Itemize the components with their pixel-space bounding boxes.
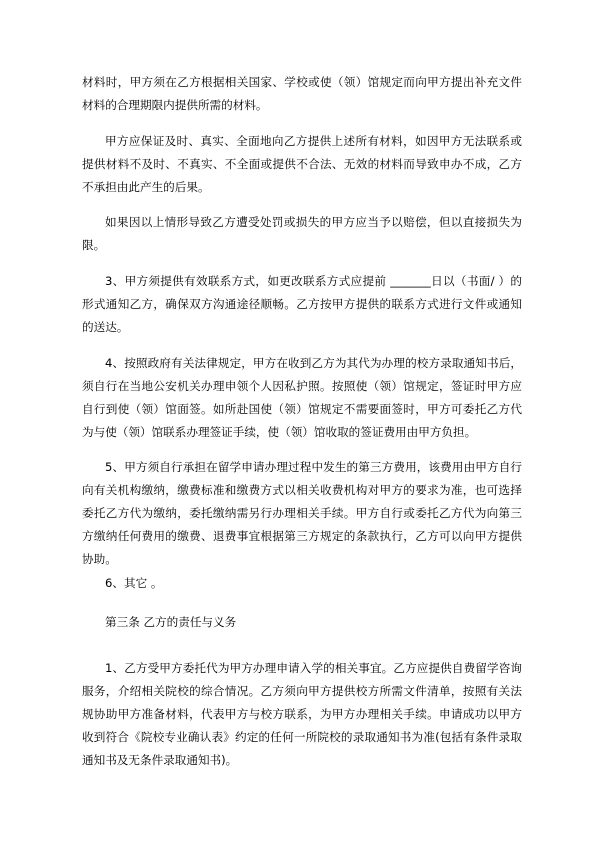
paragraph-clause-4-passport-visa: 4、按照政府有关法律规定，甲方在收到乙方为其代为办理的校方录取通知书后，须自行在当地公安机关办理申领个人因私护照。按照使（领）馆规定，签证时甲方应自行到使（领）馆面签。如所赴国使（领）馆规定不需要面签时，甲方可委托乙方代为与使（领）馆联系办理签证手续，使（领）馆收取的签证费用由甲方负担。 [82, 356, 522, 439]
paragraph-clause-3-contact: 3、甲方须提供有效联系方式，如更改联系方式应提前 _______日以（书面/ ）的形式通知乙方，确保双方沟通途径顺畅。乙方按甲方提供的联系方式进行文件或通知的送达。 [82, 274, 522, 334]
paragraph-party-b-clause-1: 1、乙方受甲方委托代为甲方办理申请入学的相关事宜。乙方应提供自费留学咨询服务，介绍相关院校的综合情况。乙方须向甲方提供校方所需文件清单，按照有关法规协助甲方准备材料，代表甲方与校方联系，为甲方办理相关手续。申请成功以甲方收到符合《院校专业确认表》约定的任何一所院校的录取通知书为准(包括有条件录取通知书及无条件录取通知书)。 [82, 661, 522, 767]
paragraph-material-guarantee: 甲方应保证及时、真实、全面地向乙方提供上述所有材料，如因甲方无法联系或提供材料不及时、不真实、不全面或提供不合法、无效的材料而导致申办不成，乙方不承担由此产生的后果。 [82, 134, 522, 194]
section-heading-article-3: 第三条 乙方的责任与义务 [105, 615, 237, 629]
paragraph-materials-deadline: 材料时，甲方须在乙方根据相关国家、学校或使（领）馆规定而向甲方提出补充文件材料的合理期限内提供所需的材料。 [82, 75, 522, 112]
paragraph-clause-6-other: 6、其它 。 [105, 576, 163, 590]
paragraph-clause-5-third-party-fees: 5、甲方须自行承担在留学申请办理过程中发生的第三方费用，该费用由甲方自行向有关机构缴纳，缴费标准和缴费方式以相关收费机构对甲方的要求为准，也可选择委托乙方代为缴纳，委托缴纳需另行办理相关手续。甲方自行或委托乙方代为向第三方缴纳任何费用的缴费、退费事宜根据第三方规定的条款执行，乙方可以向甲方提供协助。 [82, 460, 522, 566]
paragraph-compensation: 如果因以上情形导致乙方遭受处罚或损失的甲方应当予以赔偿，但以直接损失为限。 [82, 215, 522, 252]
